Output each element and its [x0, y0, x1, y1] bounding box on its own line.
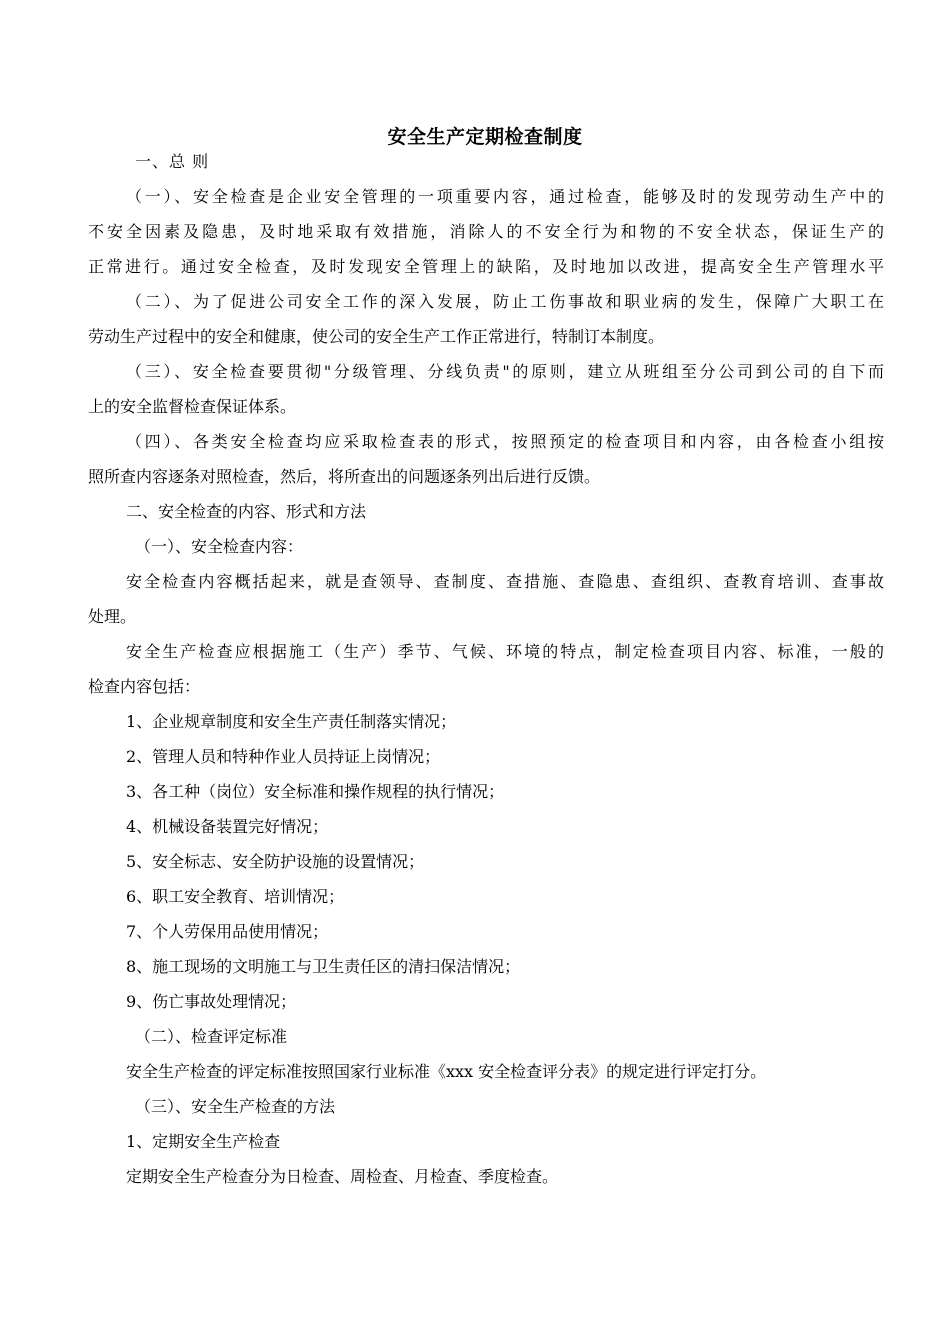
list-item: 8、施工现场的文明施工与卫生责任区的清扫保洁情况； — [126, 957, 521, 976]
paragraph-line: 处理。 — [88, 607, 137, 626]
paragraph-line: 正常进行。通过安全检查，及时发现安全管理上的缺陷，及时地加以改进，提高安全生产管理水平 — [88, 257, 884, 276]
list-item: 4、机械设备装置完好情况； — [126, 817, 329, 836]
list-item: 9、伤亡事故处理情况； — [126, 992, 297, 1011]
paragraph-line: 定期安全生产检查分为日检查、周检查、月检查、季度检查。 — [126, 1167, 559, 1186]
paragraph-line: （二）、为了促进公司安全工作的深入发展，防止工伤事故和职业病的发生，保障广大职工在 — [126, 292, 884, 311]
list-item: 1、定期安全生产检查 — [126, 1132, 281, 1151]
subsection-heading: （三）、安全生产检查的方法 — [135, 1097, 336, 1116]
subsection-heading: （一）、安全检查内容： — [135, 537, 304, 556]
paragraph-line: （一）、安全检查是企业安全管理的一项重要内容，通过检查，能够及时的发现劳动生产中的 — [126, 187, 884, 206]
paragraph-line: 安全检查内容概括起来，就是查领导、查制度、查措施、查隐患、查组织、查教育培训、查事故 — [126, 572, 884, 591]
list-item: 1、企业规章制度和安全生产责任制落实情况； — [126, 712, 457, 731]
list-item: 2、管理人员和特种作业人员持证上岗情况； — [126, 747, 441, 766]
paragraph-line: （四）、各类安全检查均应采取检查表的形式，按照预定的检查项目和内容，由各检查小组按 — [126, 432, 884, 451]
list-item: 3、各工种（岗位）安全标准和操作规程的执行情况； — [126, 782, 505, 801]
list-item: 6、职工安全教育、培训情况； — [126, 887, 345, 906]
subsection-heading: （二）、检查评定标准 — [135, 1027, 288, 1046]
paragraph-line: （三）、安全检查要贯彻"分级管理、分线负责"的原则，建立从班组至分公司到公司的自下而 — [126, 362, 884, 381]
paragraph-line: 上的安全监督检查保证体系。 — [88, 397, 297, 416]
section-heading-general: 一、总 则 — [135, 152, 210, 171]
paragraph-line: 劳动生产过程中的安全和健康，使公司的安全生产工作正常进行，特制订本制度。 — [88, 327, 665, 346]
document-body — [88, 147, 884, 1197]
paragraph-line: 不安全因素及隐患，及时地采取有效措施，消除人的不安全行为和物的不安全状态，保证生产的 — [88, 222, 884, 241]
section-heading-inspection: 二、安全检查的内容、形式和方法 — [126, 502, 367, 521]
paragraph-line: 照所查内容逐条对照检查，然后，将所查出的问题逐条列出后进行反馈。 — [88, 467, 601, 486]
paragraph-line: 安全生产检查的评定标准按照国家行业标准《xxx 安全检查评分表》的规定进行评定打分。 — [126, 1062, 767, 1081]
list-item: 7、个人劳保用品使用情况； — [126, 922, 329, 941]
list-item: 5、安全标志、安全防护设施的设置情况； — [126, 852, 425, 871]
paragraph-line: 检查内容包括： — [88, 677, 201, 696]
paragraph-line: 安全生产检查应根据施工（生产）季节、气候、环境的特点，制定检查项目内容、标准，一般的 — [126, 642, 884, 661]
document-title: 安全生产定期检查制度 — [387, 126, 583, 148]
